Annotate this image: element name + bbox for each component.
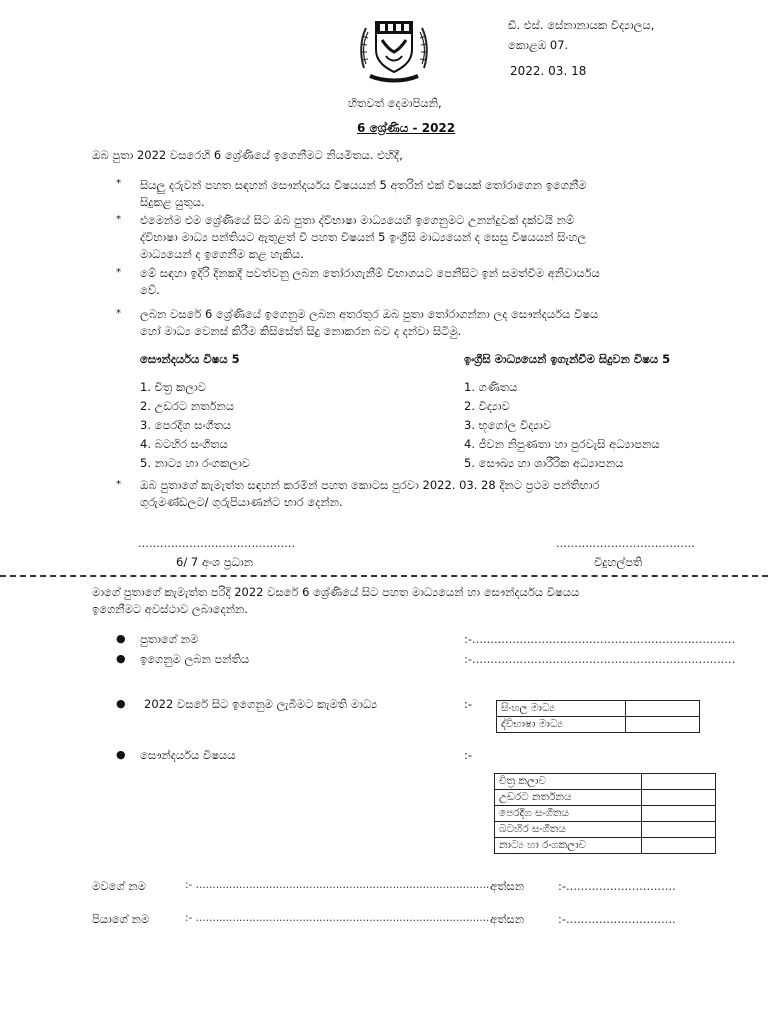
list-item: 3. පෙරදිග සංගීතය xyxy=(140,418,232,432)
table-row xyxy=(495,790,716,806)
bilingual-medium-option: ද්විභාෂා මාධ්‍ය xyxy=(497,717,626,733)
mother-name-label: මවගේ නම xyxy=(92,879,146,893)
table-row xyxy=(495,822,716,838)
asterisk-bullet: * xyxy=(116,267,121,278)
mother-signature-field[interactable]: :-.............................. xyxy=(558,879,676,893)
kandyan-dance-checkbox[interactable] xyxy=(642,790,716,806)
letter-date: 2022. 03. 18 xyxy=(510,64,587,78)
table-row xyxy=(495,806,716,822)
salutation: හිතවත් දෙමාපියනි, xyxy=(348,96,442,110)
drama-checkbox[interactable] xyxy=(642,838,716,854)
principal-signature-line: ...................................... xyxy=(556,536,695,550)
student-name-label: පුතාගේ නම xyxy=(140,632,199,646)
aesthetic-subjects-heading: සෞන්දර්යය විෂය 5 xyxy=(140,352,240,366)
kandyan-dance-option: උඩරට නර්තනය xyxy=(495,790,642,806)
asterisk-bullet: * xyxy=(116,479,121,490)
list-item: 5. සෞඛ්‍ය හා ශාරීරික අධ්‍යාපනය xyxy=(464,456,624,470)
drama-option: නාට්‍ය හා රංගකලාව xyxy=(495,838,642,854)
aesthetic-colon: :- xyxy=(464,748,473,762)
western-music-checkbox[interactable] xyxy=(642,822,716,838)
point-4: ලබන වසරේ 6 ශ්‍රේණියේ ඉගෙනුම ලබන අතරතුර ඔබ පුතා තෝරාගන්නා ලද සෞන්දර්යය විෂය හෝ මාධ්‍ය වෙනස් කිරීම කිසිසේත් සිදු නොකරන බව ද දන්වා සිටිමු. xyxy=(140,307,599,338)
list-item: 4. ජීවන නිපුණතා හා පුරවැසි අධ්‍යාපනය xyxy=(464,437,660,451)
aesthetic-question: සෞන්දර්යය විෂයය xyxy=(140,748,236,762)
table-row xyxy=(495,838,716,854)
current-class-label: ඉගෙනුම ලබන පන්තිය xyxy=(140,652,250,666)
asterisk-bullet: * xyxy=(116,214,121,225)
list-item: 1. චිත්‍ර කලාව xyxy=(140,380,207,394)
sinhala-medium-checkbox[interactable] xyxy=(626,701,700,717)
art-option: චිත්‍ර කලාව xyxy=(495,774,642,790)
school-crest-logo xyxy=(356,16,432,84)
section-head-signature-line: ........................................... xyxy=(138,536,296,550)
principal-title: විදුහල්පති xyxy=(594,555,643,569)
medium-colon: :- xyxy=(464,697,473,711)
asterisk-bullet: * xyxy=(116,308,121,319)
list-item: 1. ගණිතය xyxy=(464,380,518,394)
final-point: ඔබ පුතාගේ කැමැත්ත සඳහන් කරමින් පහත කොටස පුරවා 2022. 03. 28 දිනට ප්‍රථම පන්තිභාර ගුරුමණ්ඩලට/ ගුරුපියාණන්ට භාර දෙන්න. xyxy=(140,478,600,509)
point-2: එමෙන්ම එම ශ්‍රේණියේ සිට ඔබ පුතා ද්විභාෂා මාධ්‍යයෙහි ඉගෙනුමට උනන්දුවක් දක්වයි නම් ද්විභාෂා මාධ්‍ය පන්තියට ඇතුළත් වී පහත විෂයන් 5 ඉංග්‍රීසි මාධ්‍යයෙන් ද සෙසු විෂයයන් සිංහල මාධ්‍යයෙන් ද ඉගෙනීම කළ හැකිය. xyxy=(140,213,587,261)
father-signature-label: අත්සන xyxy=(490,912,525,926)
father-name-label: පියාගේ නම xyxy=(92,912,150,926)
asterisk-bullet: * xyxy=(116,178,121,189)
letter-title: 6 ශ්‍රේණිය - 2022 xyxy=(357,121,456,135)
bullet-dot: ● xyxy=(116,697,126,710)
mother-signature-label: අත්සන xyxy=(490,879,525,893)
aesthetic-subjects-list xyxy=(140,378,250,473)
letter-intro: ඔබ පුතා 2022 වසරෙහි 6 ශ්‍රේණියේ ඉගෙනීමට නියමිතය. එහිදී, xyxy=(92,148,403,162)
section-head-title: 6/ 7 අංශ ප්‍රධාන xyxy=(176,555,254,569)
list-item: 2. විද්‍යාව xyxy=(464,399,510,413)
medium-question: 2022 වසරේ සිට ඉගෙනුම ලැබීමට කැමති මාධ්‍ය xyxy=(144,697,378,711)
school-name: ඩී. එස්. සේනානායක විද්‍යාලය, xyxy=(508,18,655,32)
table-row xyxy=(497,717,700,733)
student-name-field[interactable]: :-........................................................................ xyxy=(464,632,736,646)
bilingual-medium-checkbox[interactable] xyxy=(626,717,700,733)
english-medium-subjects-list xyxy=(464,378,660,473)
school-city: කොළඹ 07. xyxy=(508,38,569,52)
table-row xyxy=(497,701,700,717)
table-row xyxy=(495,774,716,790)
bullet-dot: ● xyxy=(116,632,126,645)
point-3: මේ සඳහා ඉදිරි දිනකදී පවත්වනු ලබන තෝරාගැනීම් විභාගයට පෙනීසිට ඉන් සමත්වීම අනිවාර්යය වේ. xyxy=(140,266,600,297)
eastern-music-option: පෙරදිග සංගීතය xyxy=(495,806,642,822)
bullet-dot: ● xyxy=(116,652,126,665)
father-signature-field[interactable]: :-.............................. xyxy=(558,912,676,926)
father-name-field[interactable]: :- ........................................................................................ xyxy=(185,912,490,924)
eastern-music-checkbox[interactable] xyxy=(642,806,716,822)
aesthetic-choice-table xyxy=(494,773,716,854)
list-item: 4. බටහිර සංගීතය xyxy=(140,437,228,451)
western-music-option: බටහිර සංගීතය xyxy=(495,822,642,838)
reply-intro: මාගේ පුතාගේ කැමැත්ත පරිදි 2022 වසරේ 6 ශ්‍රේණියේ සිට පහත මාධ්‍යයෙන් හා සෞන්දර්යය විෂයය ඉගෙනීමට අවස්ථාව ලබාදෙන්න. xyxy=(92,585,580,616)
list-item: 3. භූගෝල විද්‍යාව xyxy=(464,418,552,432)
sinhala-medium-option: සිංහල මාධ්‍ය xyxy=(497,701,626,717)
list-item: 5. නාට්‍ය හා රංගකලාව xyxy=(140,456,251,470)
current-class-field[interactable]: :-........................................................................ xyxy=(464,652,736,666)
english-medium-subjects-heading: ඉංග්‍රීසි මාධ්‍යයෙන් ඉගැන්වීම සිදුවන විෂය 5 xyxy=(464,352,671,366)
point-1: සියලු දරුවන් පහත සඳහන් සෞන්දර්යය විෂයයන් 5 අතරින් එක් විෂයක් තෝරාගෙන ඉගෙනීම සිදුකළ යුතුය. xyxy=(140,178,587,209)
bullet-dot: ● xyxy=(116,748,126,761)
art-checkbox[interactable] xyxy=(642,774,716,790)
medium-choice-table xyxy=(496,700,700,733)
tear-off-divider xyxy=(0,575,768,577)
mother-name-field[interactable]: :- ........................................................................................ xyxy=(185,879,490,891)
list-item: 2. උඩරට නර්තනය xyxy=(140,399,235,413)
